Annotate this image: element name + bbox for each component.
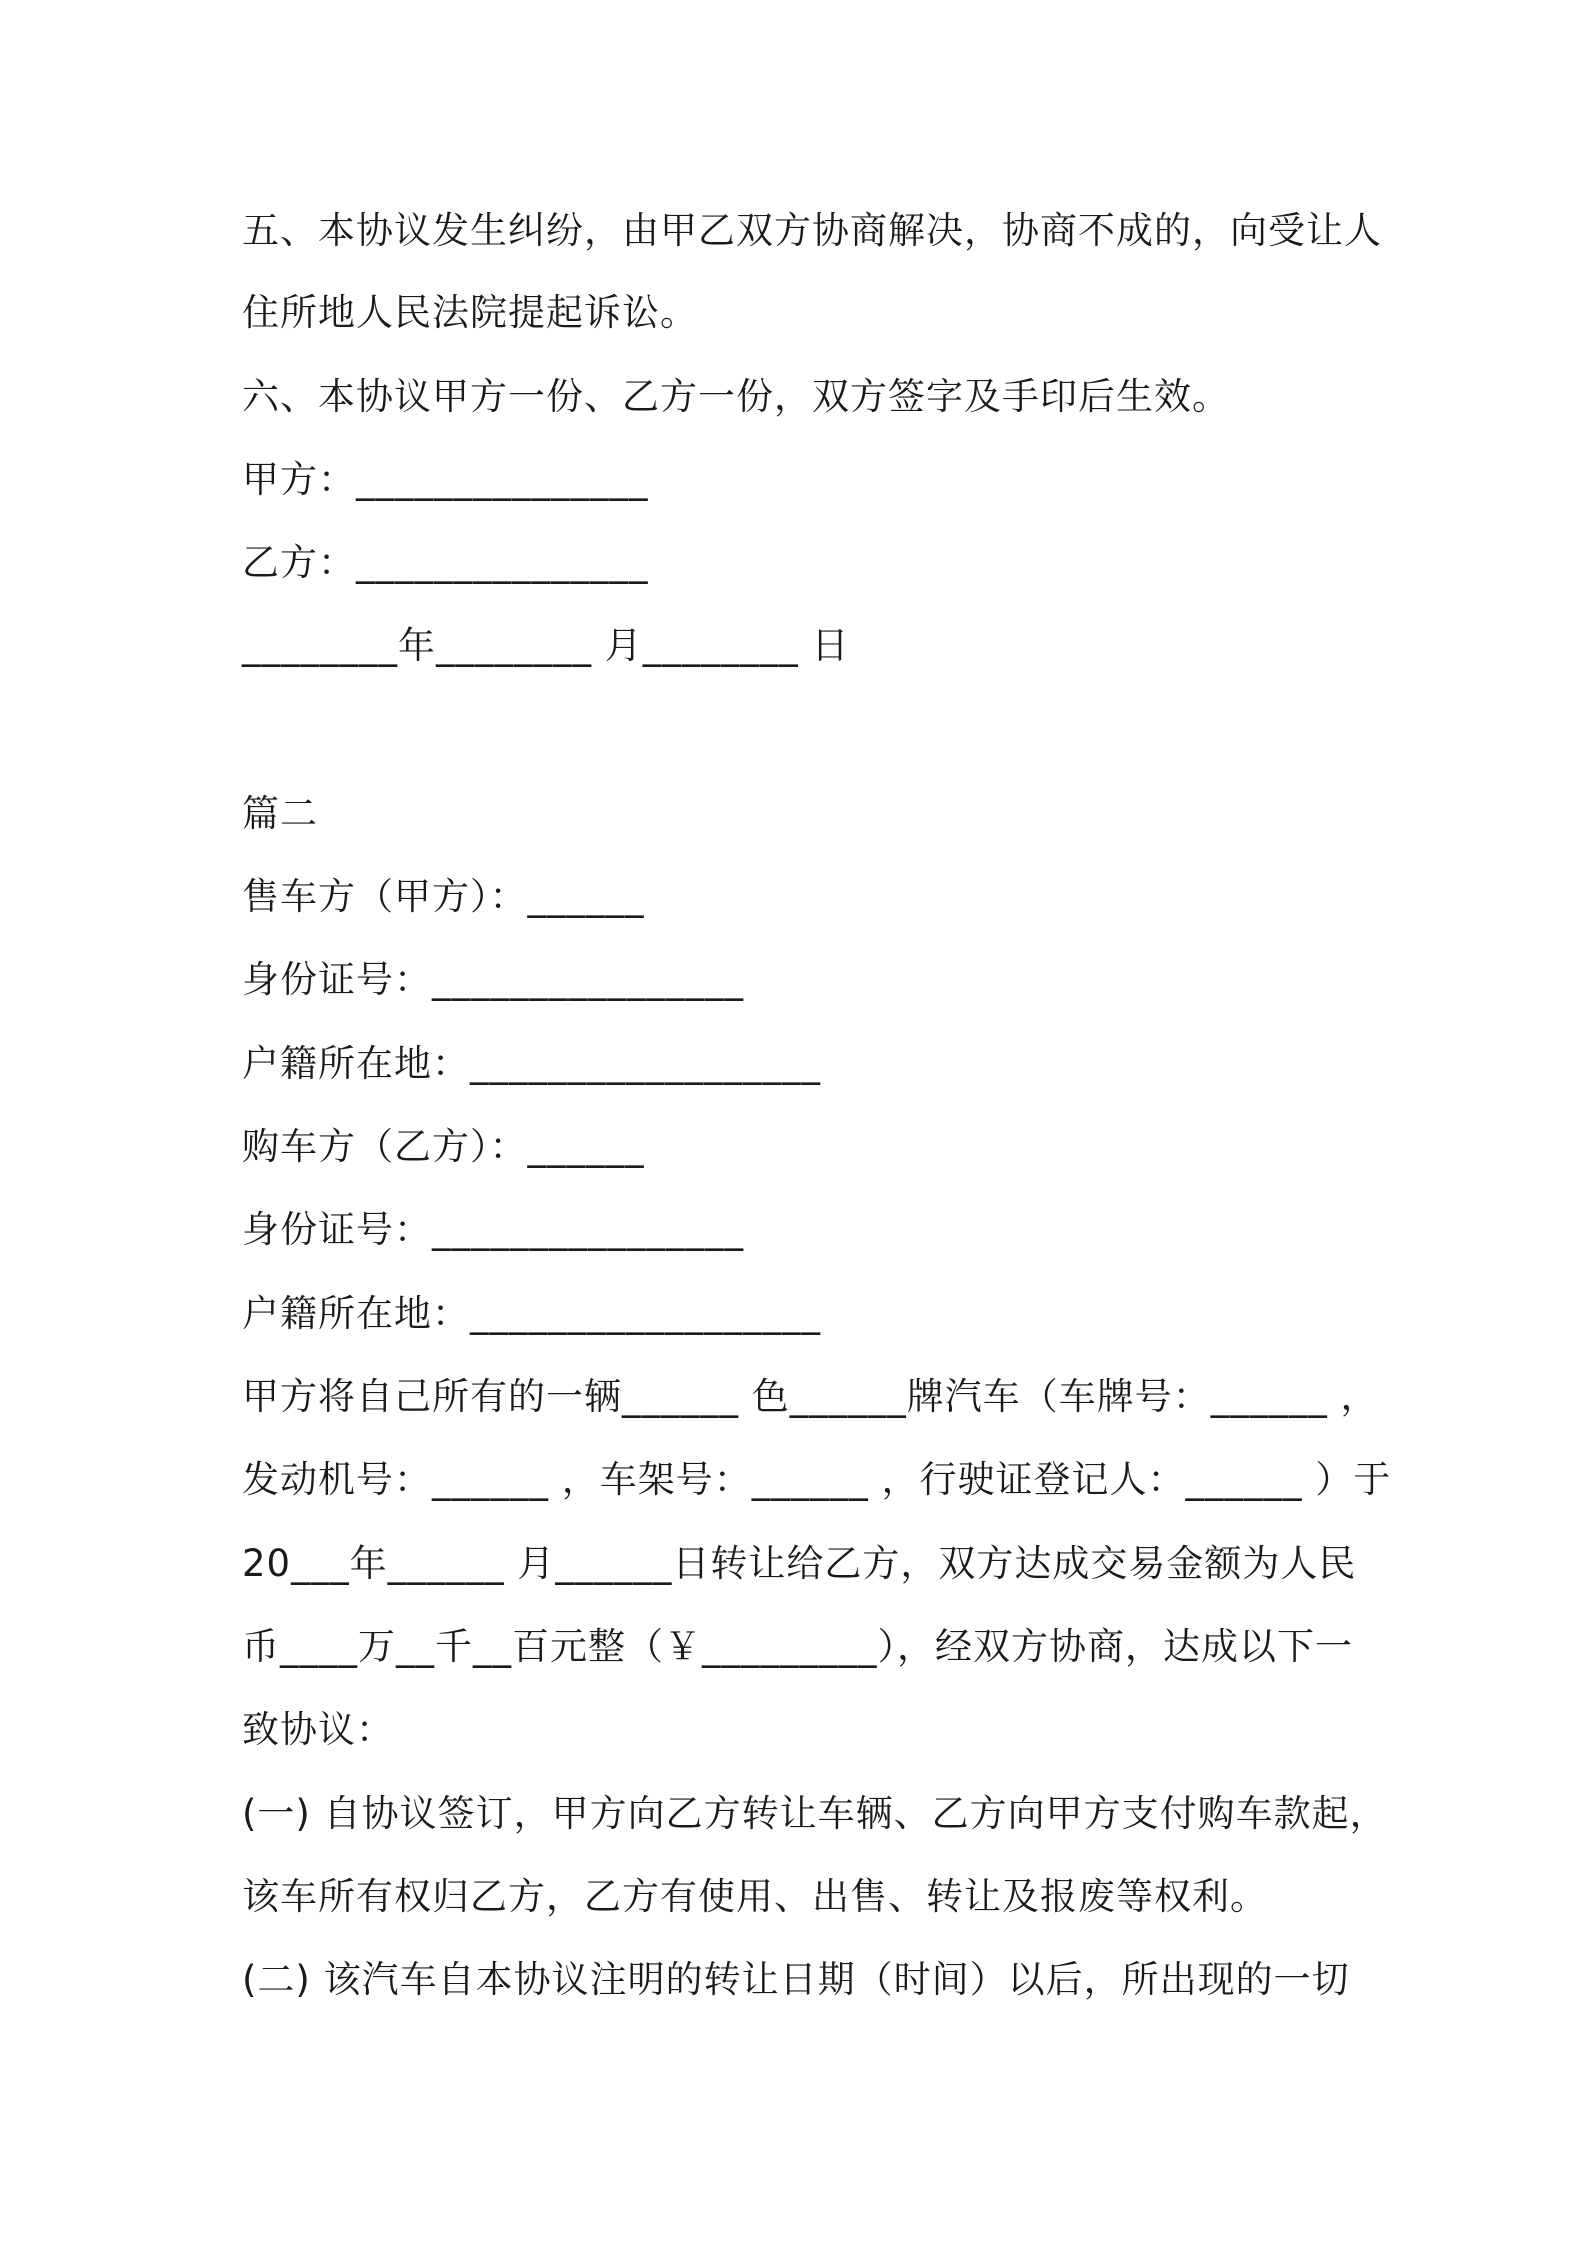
party-b-signature-line: 乙方：_______________ [242, 541, 649, 584]
term-1-line-2: 该车所有权归乙方，乙方有使用、出售、转让及报废等权利。 [242, 1875, 1268, 1918]
clause-6: 六、本协议甲方一份、乙方一份，双方签字及手印后生效。 [242, 375, 1230, 418]
seller-residence-field: 户籍所在地：__________________ [242, 1042, 821, 1085]
vehicle-paragraph-line-2: 发动机号：______ ，车架号：______ ，行驶证登记人：______ ）于 [242, 1458, 1392, 1501]
clause-5-line-2: 住所地人民法院提起诉讼。 [242, 291, 698, 334]
seller-field: 售车方（甲方）：______ [242, 875, 645, 918]
section-heading: 篇二 [242, 792, 318, 835]
term-2-line-1: (二) 该汽车自本协议注明的转让日期（时间）以后，所出现的一切 [242, 1958, 1350, 2001]
vehicle-paragraph-line-5: 致协议： [242, 1708, 394, 1751]
buyer-field: 购车方（乙方）：______ [242, 1125, 645, 1168]
clause-5-line-1: 五、本协议发生纠纷，由甲乙双方协商解决，协商不成的，向受让人 [242, 209, 1382, 252]
buyer-residence-field: 户籍所在地：__________________ [242, 1292, 821, 1335]
party-a-signature-line: 甲方：_______________ [242, 458, 649, 501]
vehicle-paragraph-line-4: 币____万__千__百元整（￥_________），经双方协商，达成以下一 [242, 1625, 1353, 1668]
buyer-id-field: 身份证号：________________ [242, 1208, 744, 1251]
vehicle-paragraph-line-1: 甲方将自己所有的一辆______ 色______牌汽车（车牌号：______ ， [242, 1375, 1379, 1418]
seller-id-field: 身份证号：________________ [242, 958, 744, 1001]
term-1-line-1: (一) 自协议签订，甲方向乙方转让车辆、乙方向甲方支付购车款起， [242, 1792, 1388, 1835]
date-line: ________年________ 月________ 日 [242, 624, 850, 667]
vehicle-paragraph-line-3: 20___年______ 月______日转让给乙方，双方达成交易金额为人民 [242, 1542, 1357, 1585]
